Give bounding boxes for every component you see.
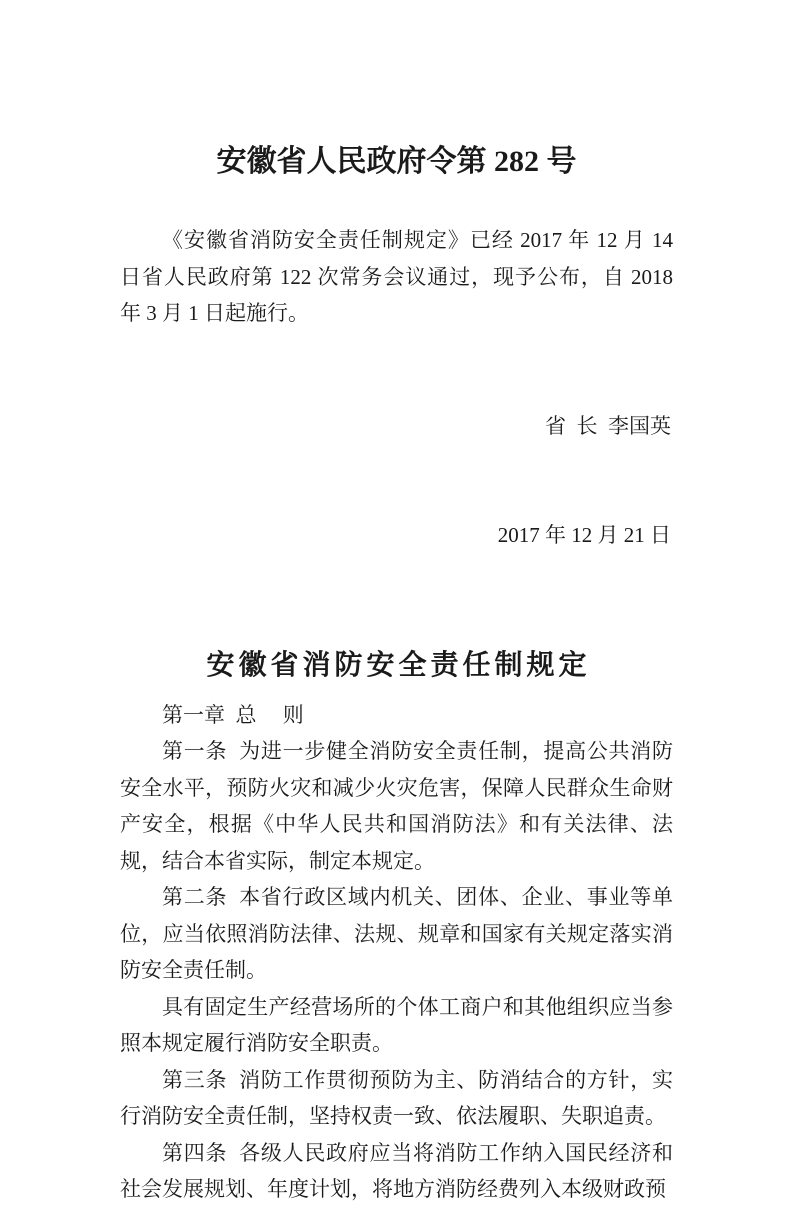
- article-paragraph-3: 具有固定生产经营场所的个体工商户和其他组织应当参照本规定履行消防安全职责。: [120, 994, 673, 1055]
- article-paragraph-1: 第一条 为进一步健全消防安全责任制，提高公共消防安全水平，预防火灾和减少火灾危害，保障人民群众生命财产安全，根据《中华人民共和国消防法》和有关法律、法规，结合本省实际，制定本规定。: [120, 739, 673, 873]
- decree-title: 安徽省人民政府令第 282 号: [216, 145, 577, 178]
- signer-title-and-name: 省 长 李国英: [545, 413, 671, 438]
- chapter-heading: 第一章 总 则: [162, 702, 304, 727]
- regulation-title: 安徽省消防安全责任制规定: [206, 649, 591, 681]
- article-paragraph-5: 第四条 各级人民政府应当将消防工作纳入国民经济和社会发展规划、年度计划，将地方消防经费列入本级财政预: [120, 1140, 673, 1201]
- signature-block: [120, 335, 671, 627]
- decree-announcement-paragraph: 《安徽省消防安全责任制规定》已经 2017 年 12 月 14 日省人民政府第 122 次常务会议通过，现予公布，自 2018 年 3 月 1 日起施行。: [120, 228, 679, 325]
- article-paragraph-2: 第二条 本省行政区域内机关、团体、企业、事业等单位，应当依照消防法律、法规、规章和国家有关规定落实消防安全责任制。: [120, 885, 673, 982]
- signature-date: 2017 年 12 月 21 日: [497, 523, 671, 547]
- article-paragraph-4: 第三条 消防工作贯彻预防为主、防消结合的方针，实行消防安全责任制，坚持权责一致、依法履职、失职追责。: [120, 1067, 673, 1128]
